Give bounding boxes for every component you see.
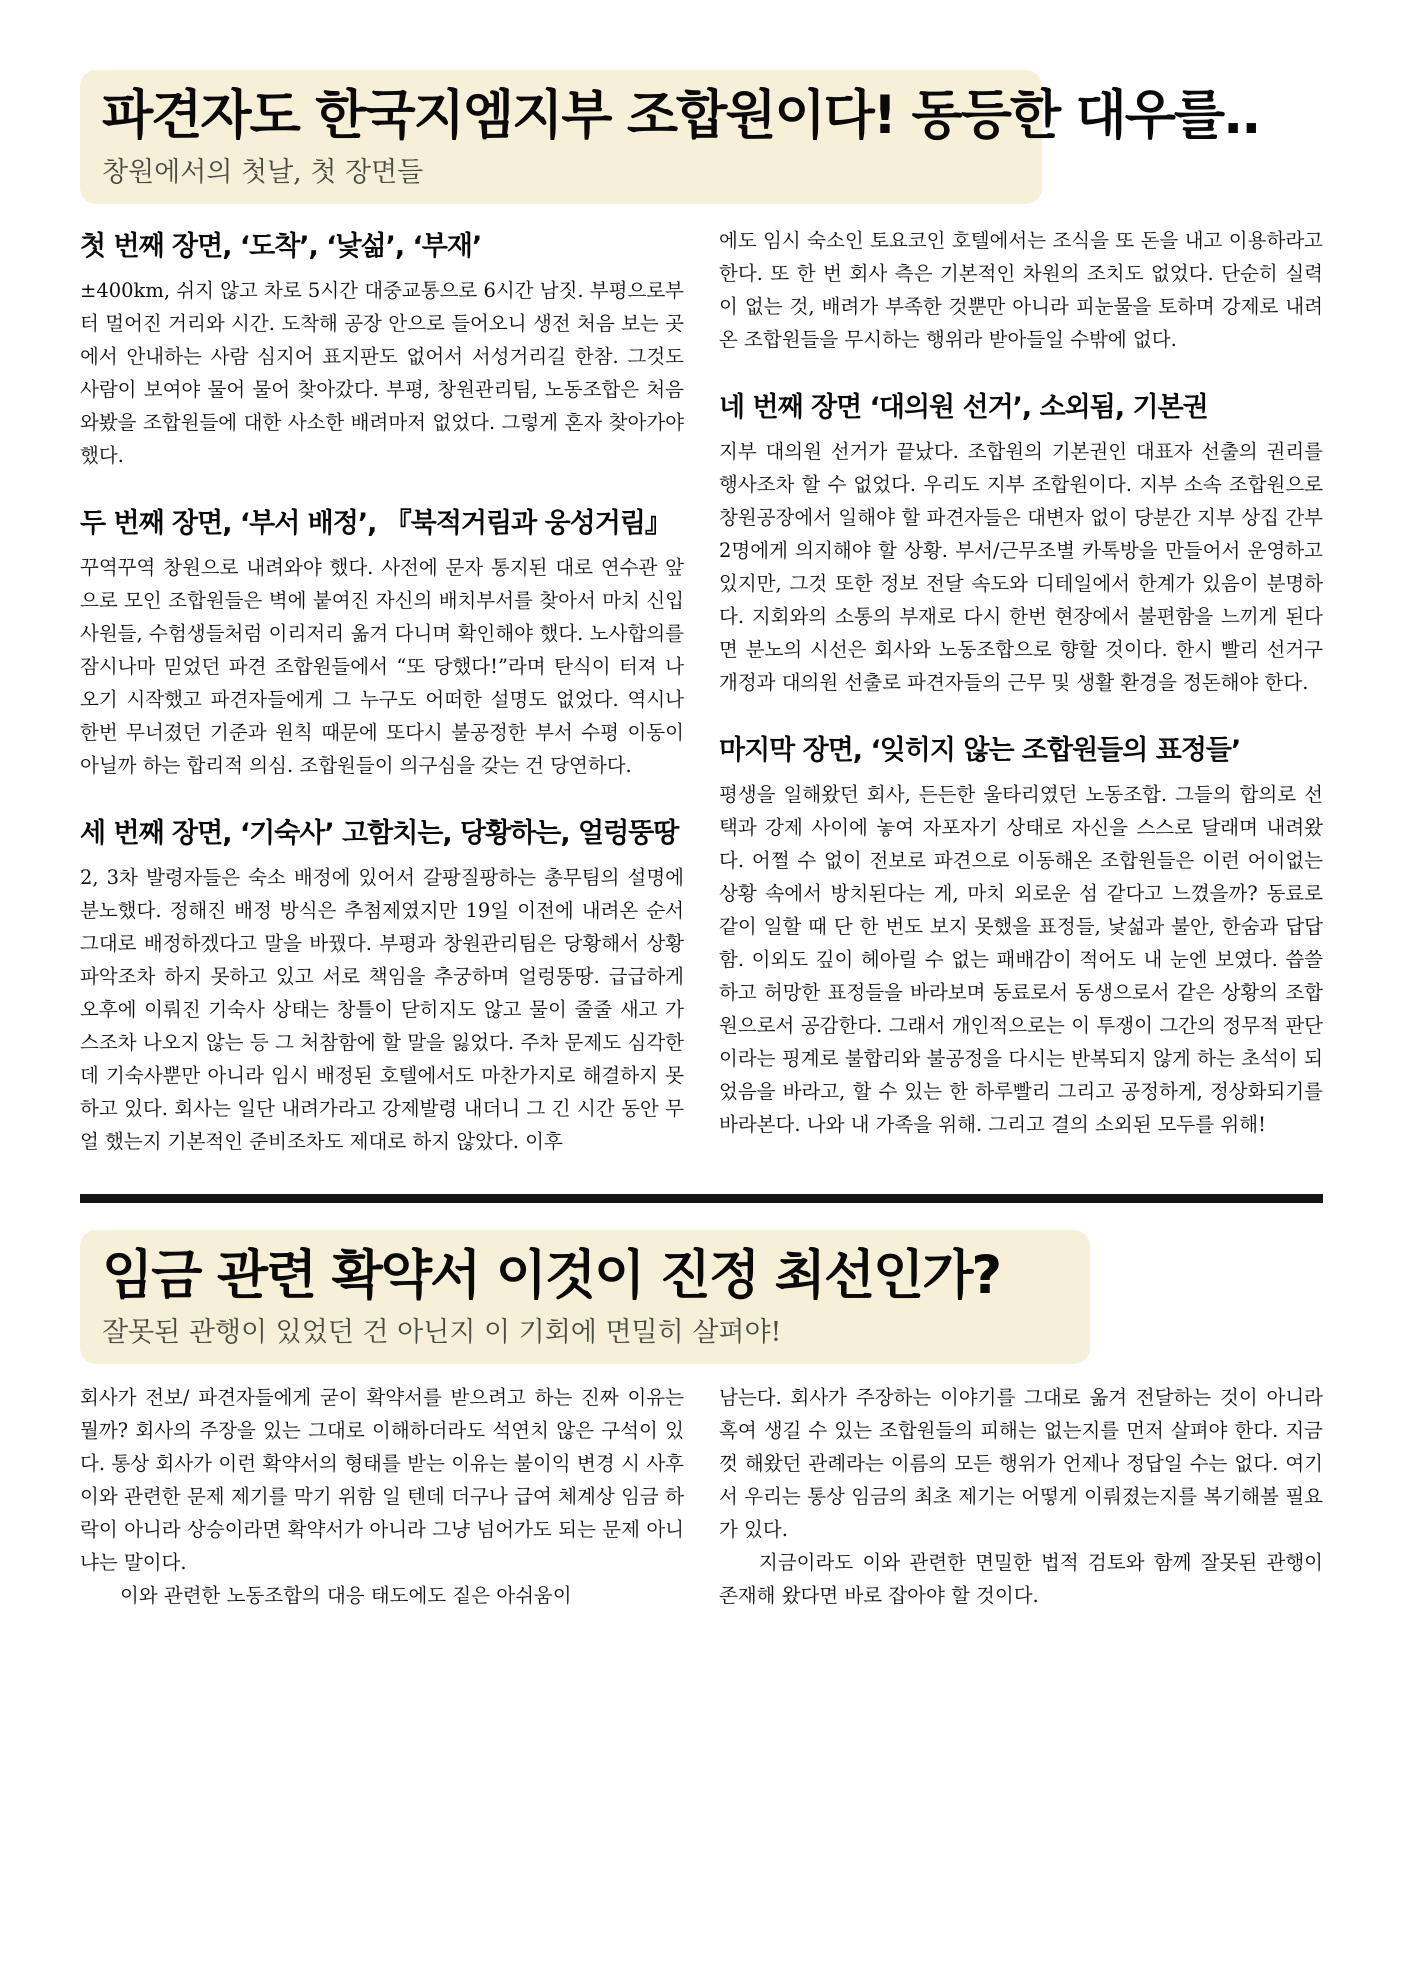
body-paragraph-scene4: 지부 대의원 선거가 끝났다. 조합원의 기본권인 대표자 선출의 권리를 행사조차 할 수 없었다. 우리도 지부 조합원이다. 지부 소속 조합원으로 창원공장에서 일해야 할 파견자들은 대변자 없이 당분간 지부 상집 간부 2명에게 의지해야 할 상황. 부서/근무조별 카톡방을 만들어서 운영하고 있지만, 그것 또한 정보 전달 속도와 디테일에서 한계가 있음이 분명하다. 지회와의 소통의 부재로 다시 한번 현장에서 불편함을 느끼게 된다면 분노의 시선은 회사와 노동조합으로 향할 것이다. 한시 빨리 선거구 개정과 대의원 선출로 파견자들의 근무 및 생활 환경을 정돈해야 한다.: [719, 439, 1323, 694]
body-paragraph-scene3-continued: 에도 임시 숙소인 토요코인 호텔에서는 조식을 또 돈을 내고 이용하라고 한다. 또 한 번 회사 측은 기본적인 차원의 조치도 없었다. 단순히 실력이 없는 것, 배려가 부족한 것뿐만 아니라 피눈물을 토하며 강제로 내려온 조합원들을 무시하는 행위라 받아들일 수밖에 없다.: [719, 228, 1323, 351]
article2-column-right: [719, 1381, 1323, 1612]
body-paragraph-wage2: 이와 관련한 노동조합의 대응 태도에도 짙은 아쉬움이: [120, 1583, 572, 1607]
article1-headline: 파견자도 한국지엠지부 조합원이다! 동등한 대우를..: [102, 85, 1260, 146]
section-heading-scene3: 세 번째 장면, ‘기숙사’ 고함치는, 당황하는, 얼렁뚱땅: [80, 817, 679, 849]
section-heading-scene5: 마지막 장면, ‘잊히지 않는 조합원들의 표정들’: [719, 734, 1241, 766]
body-paragraph-scene1: ±400km, 쉬지 않고 차로 5시간 대중교통으로 6시간 남짓. 부평으로부터 멀어진 거리와 시간. 도착해 공장 안으로 들어오니 생전 처음 보는 곳에서 안내하는 사람 심지어 표지판도 없어서 서성거리길 한참. 그것도 사람이 보여야 물어 물어 찾아갔다. 부평, 창원관리팀, 노동조합은 처음 와봤을 조합원들에 대한 사소한 배려마저 없었다. 그렇게 혼자 찾아가야 했다.: [80, 278, 684, 467]
article2-headline-box: [80, 1230, 1090, 1364]
section-heading-scene2: 두 번째 장면, ‘부서 배정’, 『북적거림과 웅성거림』: [80, 507, 671, 539]
section-heading-scene1: 첫 번째 장면, ‘도착’, ‘낯섦’, ‘부재’: [80, 230, 482, 262]
body-paragraph-wage3: 남는다. 회사가 주장하는 이야기를 그대로 옮겨 전달하는 것이 아니라 혹여 생길 수 있는 조합원들의 피해는 없는지를 먼저 살펴야 한다. 지금껏 해왔던 관례라는 이름의 모든 행위가 언제나 정답일 수는 없다. 여기서 우리는 통상 임금의 최초 제기는 어떻게 이뤄졌는지를 복기해볼 필요가 있다.: [719, 1385, 1323, 1541]
article-divider-rule: [80, 1194, 1323, 1203]
body-paragraph-scene2: 꾸역꾸역 창원으로 내려와야 했다. 사전에 문자 통지된 대로 연수관 앞으로 모인 조합원들은 벽에 붙여진 자신의 배치부서를 찾아서 마치 신입사원들, 수험생들처럼 이리저리 옮겨 다니며 확인해야 했다. 노사합의를 잠시나마 믿었던 파견 조합원들에서 “또 당했다!”라며 탄식이 터져 나오기 시작했고 파견자들에게 그 누구도 어떠한 설명도 없었다. 역시나 한번 무너졌던 기준과 원칙 때문에 또다시 불공정한 부서 수평 이동이 아닐까 하는 합리적 의심. 조합원들이 의구심을 갖는 건 당연하다.: [80, 555, 684, 777]
body-paragraph-scene5: 평생을 일해왔던 회사, 든든한 울타리였던 노동조합. 그들의 합의로 선택과 강제 사이에 놓여 자포자기 상태로 자신을 스스로 달래며 내려왔다. 어쩔 수 없이 전보로 파견으로 이동해온 조합원들은 이런 어이없는 상황 속에서 방치된다는 게, 마치 외로운 섬 같다고 느꼈을까? 동료로 같이 일할 때 단 한 번도 보지 못했을 표정들, 낯섦과 불안, 한숨과 답답함. 이외도 깊이 헤아릴 수 없는 패배감이 적어도 내 눈엔 보였다. 씁쓸하고 허망한 표정들을 바라보며 동료로서 동생으로서 같은 상황의 조합원으로서 공감한다. 그래서 개인적으로는 이 투쟁이 그간의 정무적 판단이라는 핑계로 불합리와 불공정을 다시는 반복되지 않게 하는 초석이 되었음을 바라고, 할 수 있는 한 하루빨리 그리고 공정하게, 정상화되기를 바라본다. 나와 내 가족을 위해. 그리고 결의 소외된 모두를 위해!: [719, 782, 1323, 1136]
article2-column-left: [80, 1381, 684, 1612]
article1-headline-box: [80, 70, 1260, 204]
article2-headline: 임금 관련 확약서 이것이 진정 최선인가?: [102, 1244, 1001, 1306]
article2-body: [80, 1381, 1323, 1612]
body-paragraph-scene3: 2, 3차 발령자들은 숙소 배정에 있어서 갈팡질팡하는 총무팀의 설명에 분노했다. 정해진 배정 방식은 추첨제였지만 19일 이전에 내려온 순서 그대로 배정하겠다고 말을 바꿨다. 부평과 창원관리팀은 당황해서 상황파악조차 하지 못하고 있고 서로 책임을 추궁하며 얼렁뚱땅. 급급하게 오후에 이뤄진 기숙사 상태는 창틀이 닫히지도 않고 물이 줄줄 새고 가스조차 나오지 않는 등 그 처참함에 할 말을 잃었다. 주차 문제도 심각한데 기숙사뿐만 아니라 임시 배정된 호텔에서도 마찬가지로 해결하지 못하고 있다. 회사는 일단 내려가라고 강제발령 내더니 그 긴 시간 동안 무얼 했는지 기본적인 준비조차도 제대로 하지 않았다. 이후: [80, 865, 684, 1153]
body-paragraph-wage4: 지금이라도 이와 관련한 면밀한 법적 검토와 함께 잘못된 관행이 존재해 왔다면 바로 잡아야 할 것이다.: [719, 1550, 1323, 1607]
article1-column-left: [80, 224, 684, 1158]
article1-column-right: [719, 224, 1323, 1158]
article1-subtitle: 창원에서의 첫날, 첫 장면들: [102, 157, 424, 189]
section-heading-scene4: 네 번째 장면 ‘대의원 선거’, 소외됨, 기본권: [719, 391, 1208, 423]
article1-body: [80, 224, 1323, 1158]
body-paragraph-wage1: 회사가 전보/ 파견자들에게 굳이 확약서를 받으려고 하는 진짜 이유는 뭘까? 회사의 주장을 있는 그대로 이해하더라도 석연치 않은 구석이 있다. 통상 회사가 이런 확약서의 형태를 받는 이유는 불이익 변경 시 사후 이와 관련한 문제 제기를 막기 위함 일 텐데 더구나 급여 체계상 임금 하락이 아니라 상승이라면 확약서가 아니라 그냥 넘어가도 되는 문제 아니냐는 말이다.: [80, 1385, 684, 1574]
article2-subtitle: 잘못된 관행이 있었던 건 아닌지 이 기회에 면밀히 살펴야!: [102, 1317, 782, 1349]
